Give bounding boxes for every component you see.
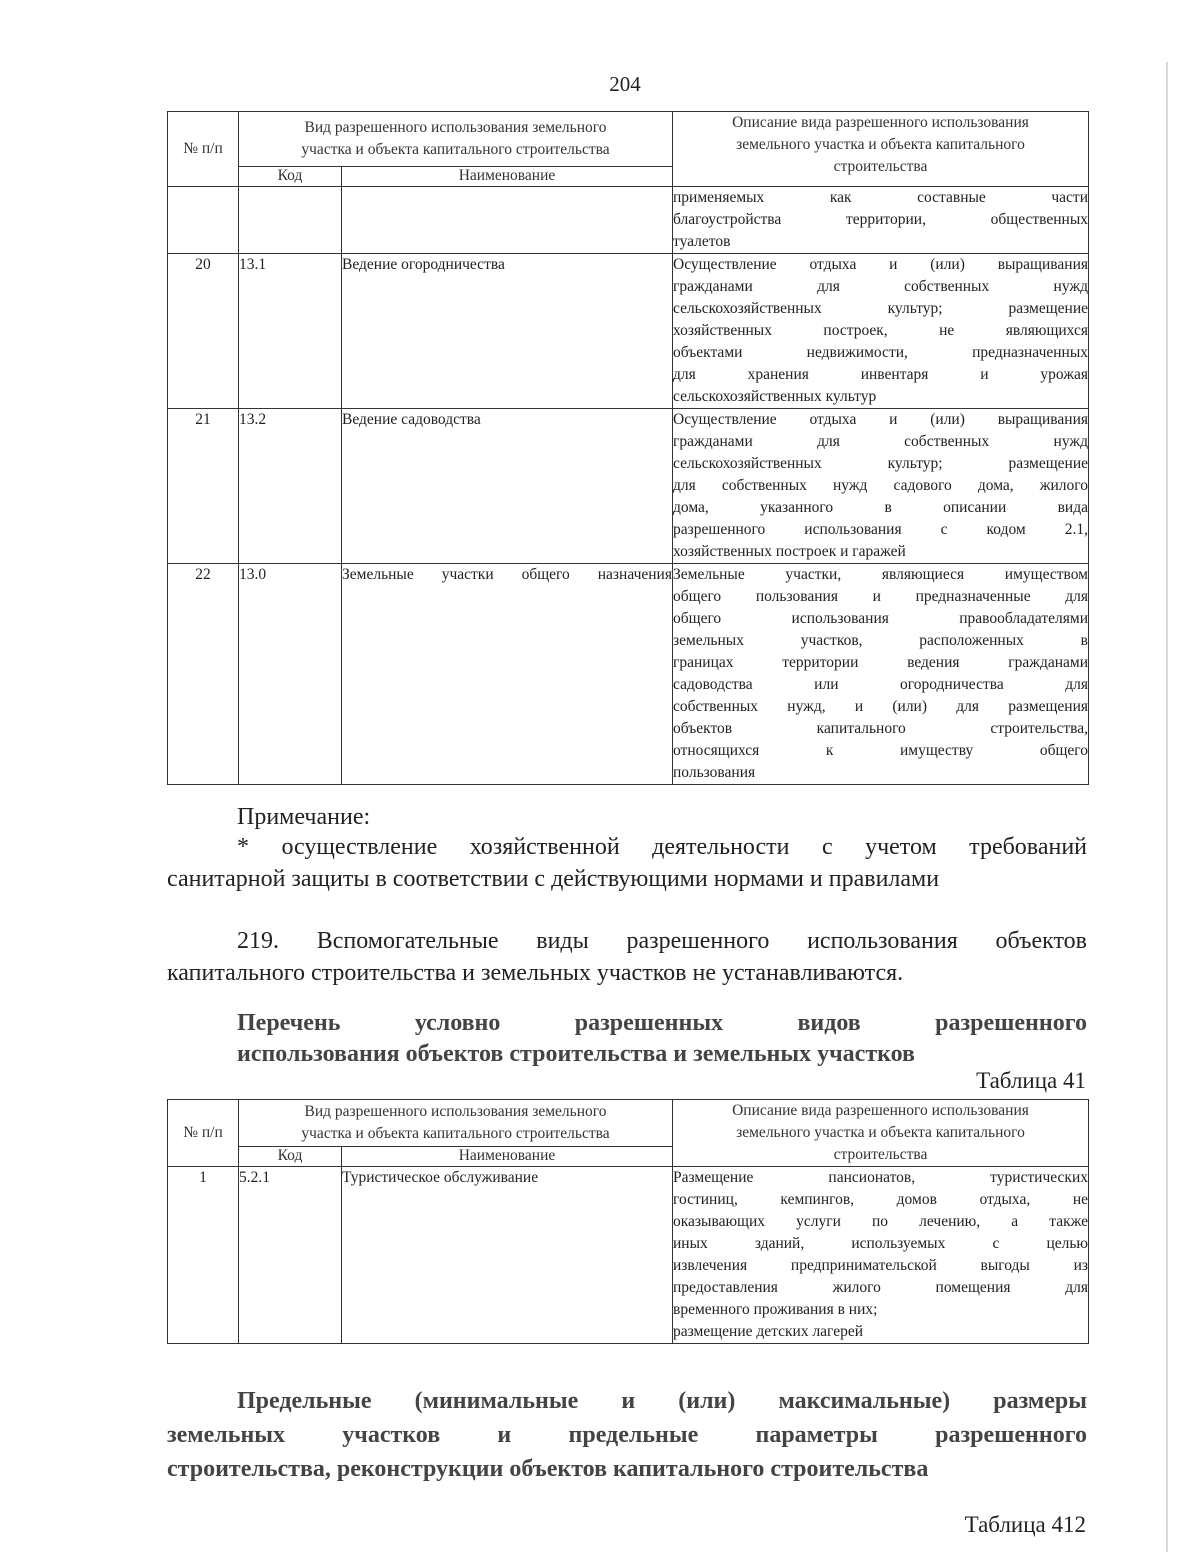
header-description: Описание вида разрешенного использования земельного участка и объекта капитального строительства	[673, 112, 1089, 187]
row-name	[342, 187, 673, 254]
row-description: Осуществление отдыха и (или) выращивания гражданами для собственных нужд сельскохозяйственных культур; размещение хозяйственных построек, не являющихся объектами недвижимости, предназначенных для хранения инвентаря и урожая сельскохозяйственных культур	[673, 254, 1089, 409]
conditional-uses-table	[167, 1099, 1089, 1344]
row-name: Ведение огородничества	[342, 254, 673, 409]
row-num: 20	[168, 254, 239, 409]
row-name: Земельные участки общего назначения	[342, 564, 673, 785]
header-name: Наименование	[342, 167, 673, 187]
scan-edge-line	[1166, 62, 1168, 1552]
row-code: 13.0	[239, 564, 342, 785]
page-number: 204	[609, 72, 641, 96]
row-num: 22	[168, 564, 239, 785]
row-code	[239, 187, 342, 254]
row-num: 21	[168, 409, 239, 564]
row-description: применяемых как составные части благоустройства территории, общественных туалетов	[673, 187, 1089, 254]
row-name: Ведение садоводства	[342, 409, 673, 564]
table-412-label: Таблица 412	[964, 1512, 1086, 1537]
row-code: 5.2.1	[239, 1167, 342, 1344]
note-text: * осуществление хозяйственной деятельности с учетом требований санитарной защиты в соответствии с действующими нормами и правилами	[167, 834, 1087, 892]
header-use-type: Вид разрешенного использования земельного участка и объекта капитального строительства	[239, 1100, 673, 1147]
table-row	[168, 409, 1089, 564]
header-num: № п/п	[168, 1100, 239, 1167]
row-code: 13.1	[239, 254, 342, 409]
table-row	[168, 1167, 1089, 1344]
conditional-uses-heading: Перечень условно разрешенных видов разрешенного использования объектов строительства и земельных участков	[237, 1010, 1087, 1067]
paragraph-219: 219. Вспомогательные виды разрешенного использования объектов капитального строительства и земельных участков не устанавливаются.	[167, 928, 1087, 986]
header-code: Код	[239, 1147, 342, 1167]
note-title: Примечание:	[237, 804, 371, 830]
header-description: Описание вида разрешенного использования земельного участка и объекта капитального строительства	[673, 1100, 1089, 1167]
header-use-type: Вид разрешенного использования земельного участка и объекта капитального строительства	[239, 112, 673, 167]
land-use-table-main	[167, 111, 1089, 785]
row-code: 13.2	[239, 409, 342, 564]
row-description: Земельные участки, являющиеся имуществом общего пользования и предназначенные для общего использования правообладателями земельных участков, расположенных в границах территории ведения гражданами садоводства или огородничества для собственных нужд, и (или) для размещения объектов капитального строительства, относящихся к имуществу общего пользования	[673, 564, 1089, 785]
table-row	[168, 187, 1089, 254]
table-row	[168, 564, 1089, 785]
row-description: Осуществление отдыха и (или) выращивания гражданами для собственных нужд сельскохозяйственных культур; размещение для собственных нужд садового дома, жилого дома, указанного в описании вида разрешенного использования с кодом 2.1, хозяйственных построек и гаражей	[673, 409, 1089, 564]
header-num: № п/п	[168, 112, 239, 187]
row-name: Туристическое обслуживание	[342, 1167, 673, 1344]
row-num	[168, 187, 239, 254]
table-row	[168, 254, 1089, 409]
header-name: Наименование	[342, 1147, 673, 1167]
limit-parameters-heading: Предельные (минимальные и (или) максимальные) размеры земельных участков и предельные параметры разрешенного строительства, реконструкции объектов капитального строительства	[167, 1388, 1087, 1482]
header-code: Код	[239, 167, 342, 187]
row-num: 1	[168, 1167, 239, 1344]
row-description: Размещение пансионатов, туристических гостиниц, кемпингов, домов отдыха, не оказывающих услуги по лечению, а также иных зданий, используемых с целью извлечения предпринимательской выгоды из предоставления жилого помещения для временного проживания в них; размещение детских лагерей	[673, 1167, 1089, 1344]
table-41-label: Таблица 41	[976, 1068, 1086, 1093]
